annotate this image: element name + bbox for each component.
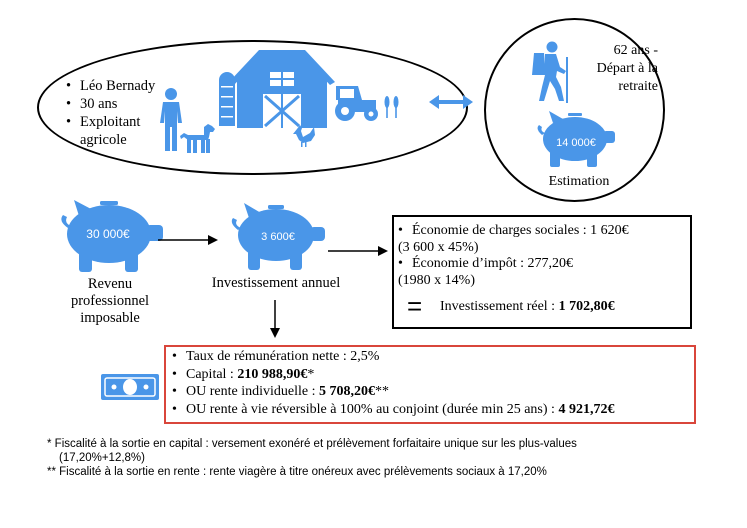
footnote-rente: ** Fiscalité à la sortie en rente : rente viagère à titre onéreux avec prélèvements sociaux à 17,20% [47, 466, 547, 478]
savings-tax: • Économie d’impôt : 277,20€ [398, 256, 629, 273]
investment-piggy-value: 3 600€ [261, 231, 295, 243]
savings-social-calc: (3 600 x 45%) [398, 239, 479, 255]
result-capital: • Capital : 210 988,90€* [172, 366, 614, 384]
tractor-icon [330, 84, 380, 122]
dog-icon [178, 123, 218, 155]
income-caption: Revenu professionnel imposable [70, 276, 150, 326]
real-investment-value: 1 702,80€ [558, 299, 615, 314]
barn-icon [229, 50, 335, 128]
income-piggy-value: 30 000€ [86, 227, 130, 241]
real-investment [440, 299, 615, 315]
result-list [172, 348, 614, 418]
investment-caption: Investissement annuel [211, 275, 341, 291]
equals-sign: = [407, 291, 423, 321]
result-rate: • Taux de rémunération nette : 2,5% [172, 348, 614, 366]
retirement-age: 62 ans - [613, 43, 658, 58]
retirement-caption: Estimation [548, 174, 610, 189]
profile-list [66, 77, 168, 149]
profile-job: • Exploitant agricole [66, 113, 168, 149]
retirement-retraite: retraite [618, 79, 658, 94]
retirement-depart: Départ à la [596, 61, 658, 76]
result-reversion: • OU rente à vie réversible à 100% au conjoint (durée min 25 ans) : 4 921,72€ [172, 401, 614, 419]
rooster-icon [291, 125, 315, 147]
banknote-icon [101, 374, 159, 400]
retirement-text [560, 42, 658, 96]
double-arrow-icon [429, 95, 473, 109]
retirement-piggy-value: 14 000€ [556, 137, 596, 149]
footnote-capital: * Fiscalité à la sortie en capital : versement exonéré et prélèvement forfaitaire unique sur les plus-values [47, 438, 577, 450]
profile-age: • 30 ans [66, 95, 168, 113]
result-rente: • OU rente individuelle : 5 708,20€** [172, 383, 614, 401]
real-investment-label: Investissement réel : [440, 299, 559, 314]
arrow-right-2-icon [328, 245, 388, 257]
arrow-down-icon [269, 300, 281, 338]
profile-name: • Léo Bernady [66, 77, 168, 95]
footnote-capital-rate: (17,20%+12,8%) [59, 452, 145, 464]
savings-tax-calc: (1980 x 14%) [398, 272, 475, 288]
savings-list [398, 223, 629, 289]
arrow-right-icon [158, 234, 218, 246]
footnotes [47, 437, 727, 479]
wheat-icon [382, 96, 402, 118]
savings-social-charges: • Économie de charges sociales : 1 620€ [398, 223, 629, 240]
